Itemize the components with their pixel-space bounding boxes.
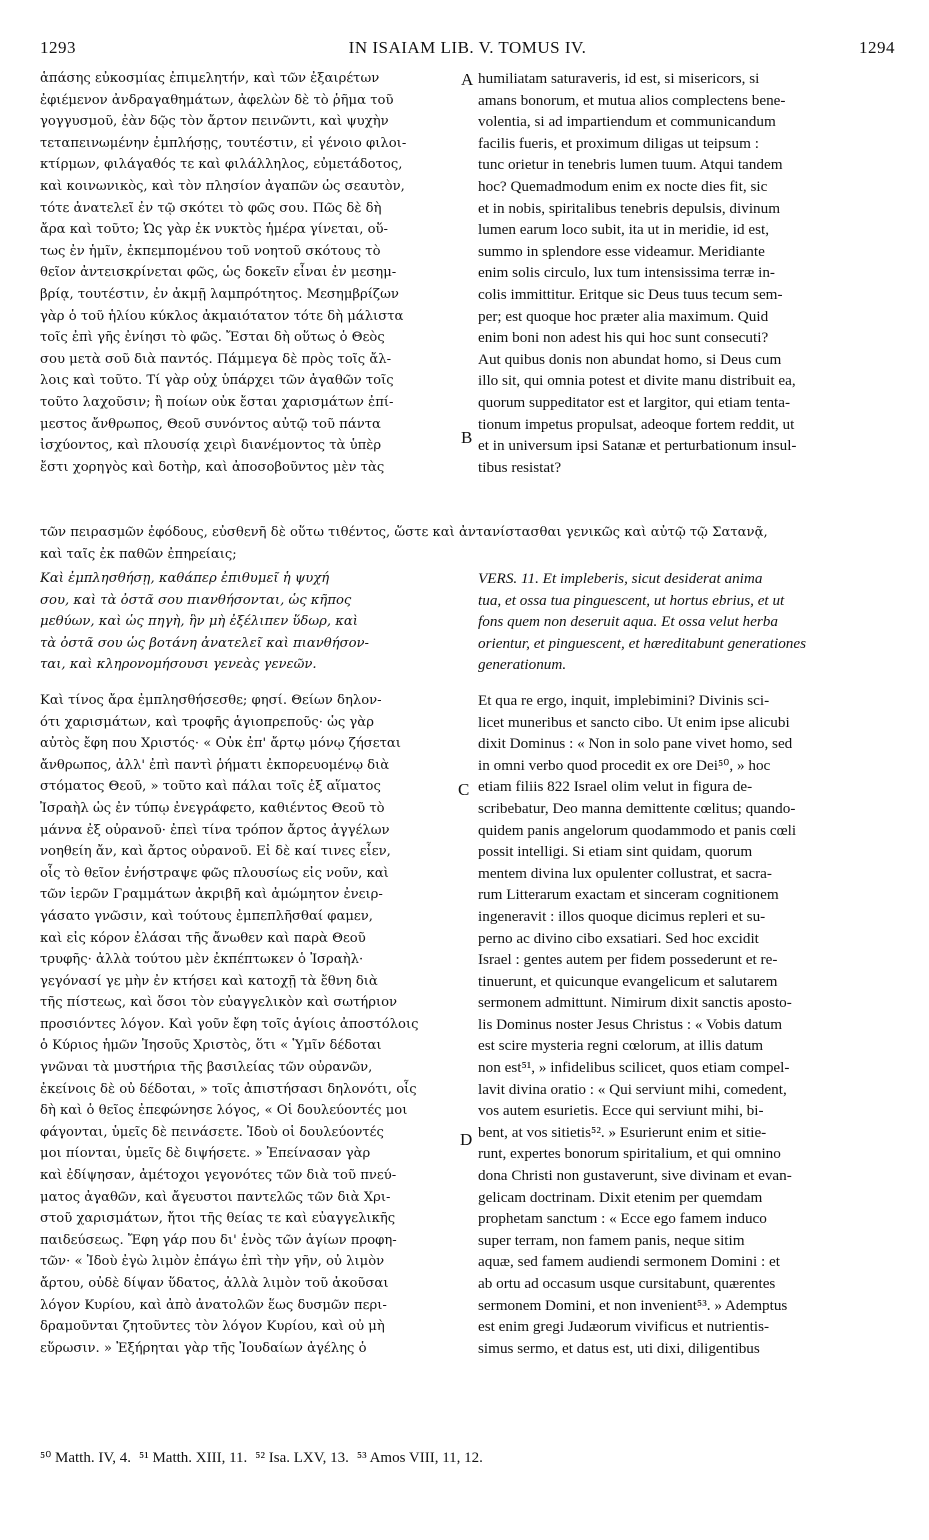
greek-text-line: στόματος Θεοῦ, » τοῦτο καὶ πάλαι τοῖς ἐξ αἵματος bbox=[40, 779, 381, 795]
greek-text-line: ἄνθρωπος, ἀλλ' ἐπὶ παντὶ ῥήματι ἐκπορευομένῳ διὰ bbox=[40, 757, 390, 773]
greek-text-line: ματος ἀγαθῶν, καὶ ἄγευστοι παντελῶς τῶν διὰ Χρι- bbox=[40, 1189, 391, 1205]
latin-text-line: super terram, non famem panis, neque sitim bbox=[478, 1231, 745, 1249]
footnote: ⁵¹ Matth. XIII, 11. bbox=[138, 1450, 248, 1466]
greek-column-bottom bbox=[40, 568, 458, 1359]
greek-text-line: γάσατο γνῶσιν, καὶ τούτους ἐμπεπλῆσθαί φαμεν, bbox=[40, 908, 373, 924]
greek-verse-line: Καὶ ἐμπλησθήσῃ, καθάπερ ἐπιθυμεῖ ἡ ψυχή bbox=[40, 571, 330, 586]
latin-text-line: tunc orietur in tenebris lumen tuum. Atqui tandem bbox=[478, 156, 783, 174]
latin-text-line: aquæ, sed famem audiendi sermonem Domini : et bbox=[478, 1253, 780, 1271]
latin-text-line: gelicam doctrinam. Dixit etenim per quemdam bbox=[478, 1188, 763, 1206]
footnote: ⁵² Isa. LXV, 13. bbox=[255, 1450, 349, 1466]
latin-text-line: volentia, si ad impartiendum et communicandum bbox=[478, 113, 776, 131]
greek-text-line: καὶ ταῖς ἐκ παθῶν ἐπηρείαις; bbox=[40, 546, 237, 562]
latin-text-line: est scire mysteria regni cœlorum, at illis datum bbox=[478, 1037, 764, 1055]
latin-text-line: enim solis circulo, lux tum intensissima terræ in- bbox=[478, 264, 775, 282]
latin-text-line: enim boni non adest his qui hoc sunt consecuti? bbox=[478, 329, 769, 347]
greek-text-line: καὶ ἐδίψησαν, ἀμέτοχοι γεγονότες τῶν διὰ τοῦ πνεύ- bbox=[40, 1168, 397, 1184]
greek-verse-line: ται, καὶ κληρονομήσουσι γενεὰς γενεῶν. bbox=[40, 657, 317, 673]
greek-text-line: τως ἐν ἡμῖν, ἐκπεμπομένου τοῦ νοητοῦ σκότους τὸ bbox=[40, 243, 381, 259]
latin-text-line: et in universum ipsi Satanæ et perturbationum insul- bbox=[478, 437, 797, 455]
greek-text-line: αὐτὸς ἔφη που Χριστός· « Οὐκ ἐπ' ἄρτῳ μόνῳ ζήσεται bbox=[40, 736, 401, 752]
greek-verse bbox=[40, 568, 458, 676]
footnotes bbox=[40, 1448, 896, 1467]
greek-verse-line: μεθύων, καὶ ὡς πηγὴ, ἣν μὴ ἐξέλιπεν ὕδωρ, καὶ bbox=[40, 614, 358, 630]
greek-verse-line: τὰ ὀστᾶ σου ὡς βοτάνη ἀνατελεῖ καὶ πιανθήσον- bbox=[40, 635, 370, 651]
greek-text-line: καὶ κοινωνικὸς, καὶ τὸν πλησίον ἀγαπῶν ὡς σεαυτὸν, bbox=[40, 178, 405, 194]
latin-text-line: et in nobis, spiritalibus tenebris depulsis, divinum bbox=[478, 199, 781, 217]
greek-text-line: λόγον Κυρίου, καὶ ἀπὸ ἀνατολῶν ἕως δυσμῶν περι- bbox=[40, 1297, 387, 1313]
greek-text-line: μεστος ἄνθρωπος, Θεοῦ συνόντος αὐτῷ τοῦ πάντα bbox=[40, 416, 381, 432]
greek-text-line: ἔστι χορηγὸς καὶ δοτὴρ, καὶ ἀποσοβοῦντος μὲν τὰς bbox=[40, 459, 385, 475]
greek-text-line: τῶν· « Ἰδοὺ ἐγὼ λιμὸν ἐπάγω ἐπὶ τὴν γῆν, οὐ λιμὸν bbox=[40, 1254, 385, 1270]
running-title: IN ISAIAM LIB. V. TOMUS IV. bbox=[348, 38, 587, 57]
section-marker-c: C bbox=[458, 780, 470, 799]
greek-column-top bbox=[40, 68, 458, 478]
greek-text-line: τρυφῆς· ἀλλὰ τούτου μὲν ἐκπέπτωκεν ὁ Ἰσραὴλ· bbox=[40, 952, 364, 968]
latin-text-line: hoc? Quemadmodum enim ex nocte dies fit, sic bbox=[478, 177, 768, 195]
greek-text-line: γογγυσμοῦ, ἐὰν δῷς τὸν ἄρτον πεινῶντι, καὶ ψυχὴν bbox=[40, 114, 389, 130]
latin-text-line: est enim gregi Judæorum vivificus et nutrientis- bbox=[478, 1318, 770, 1336]
latin-verse-line: generationum. bbox=[478, 656, 567, 674]
latin-text-line: tibus resistat? bbox=[478, 458, 562, 476]
greek-text-line: δραμοῦνται ζητοῦντες τὸν λόγον Κυρίου, καὶ οὐ μὴ bbox=[40, 1319, 385, 1335]
latin-text-line: Et qua re ergo, inquit, implebimini? Divinis sci- bbox=[478, 691, 770, 709]
latin-text-line: dixit Dominus : « Non in solo pane vivet homo, sed bbox=[478, 735, 793, 753]
latin-verse-line: VERS. 11. Et impleberis, sicut desiderat anima bbox=[478, 570, 763, 587]
latin-text-line: humiliatam saturaveris, id est, si misericors, si bbox=[478, 70, 760, 87]
greek-text-line: δὴ καὶ ὁ θεῖος ἐπεφώνησε λόγος, « Οἱ δουλεύοντές μοι bbox=[40, 1103, 408, 1119]
greek-text-line: τῶν πειρασμῶν ἐφόδους, εὐσθενῆ δὲ οὕτω τιθέντος, ὥστε καὶ ἀντανίστασθαι γενικῶς καὶ αὐτῷ τῷ Σατανᾷ, bbox=[40, 525, 768, 540]
latin-text-line: vos autem esurietis. Ecce qui serviunt mihi, bi- bbox=[478, 1102, 764, 1120]
greek-text-line: ἁπάσης εὐκοσμίας ἐπιμελητήν, καὶ τῶν ἐξαιρέτων bbox=[40, 71, 380, 86]
latin-text-line: simus sermo, et datus est, uti dixi, diligentibus bbox=[478, 1339, 760, 1357]
greek-text-line: ἐκείνοις δὲ οὐ δέδοται, » τοῖς ἀπιστήσασι δηλονότι, οἷς bbox=[40, 1081, 417, 1097]
greek-text-line: κτίρμων, φιλάγαθός τε καὶ φιλάλληλος, εὐμετάδοτος, bbox=[40, 157, 403, 173]
latin-text-line: lis Dominus noster Jesus Christus : « Vobis datum bbox=[478, 1015, 783, 1033]
greek-text-line: λοις καὶ τοῦτο. Τί γὰρ οὐχ ὑπάρχει τῶν ἀγαθῶν τοῖς bbox=[40, 373, 394, 389]
latin-text-line: lavit divina oratio : « Qui serviunt mihi, comedent, bbox=[478, 1080, 787, 1098]
latin-text-line: facilis fueris, et proximum diligas ut teipsum : bbox=[478, 134, 759, 152]
latin-text-line: Aut quibus donis non abundat homo, si Deus cum bbox=[478, 350, 782, 368]
section-marker-b: B bbox=[461, 428, 473, 447]
latin-text-line: scribebatur, Deo manna demittente cœlitus; quando- bbox=[478, 799, 796, 817]
latin-text-line: perno ac divino cibo exsatiari. Sed hoc excidit bbox=[478, 929, 759, 947]
latin-text-line: possit intelligi. Si etiam sint quidam, quorum bbox=[478, 843, 753, 861]
latin-text-line: ingeneravit : illos quoque dicimus repleri et su- bbox=[478, 907, 766, 925]
latin-text-line: tinuerunt, et quicunque evangelicum et salutarem bbox=[478, 972, 778, 990]
latin-text-line: sermonem Domini, et non invenient⁵³. » Ademptus bbox=[478, 1296, 788, 1314]
latin-text-line: ab ortu ad occasum usque cursitabunt, quærentes bbox=[478, 1275, 776, 1292]
greek-text-line: μάννα ἐξ οὐρανοῦ· ἐπεὶ τίνα τρόπον ἄρτος ἀγγέλων bbox=[40, 822, 390, 838]
greek-text-line: γὰρ ὁ τοῦ ἡλίου κύκλος ἀκμαιότατον τότε δὴ μάλιστα bbox=[40, 308, 404, 324]
greek-text-line: γεγόνασί γε μὴν ἐν κτήσει καὶ κατοχῇ τὰ ἔθνη διὰ bbox=[40, 973, 378, 989]
latin-text-line: colis immittitur. Eritque sic Deus tuus tecum sem- bbox=[478, 285, 783, 303]
latin-verse bbox=[478, 568, 894, 676]
footnote: ⁵³ Amos VIII, 11, 12. bbox=[356, 1450, 483, 1466]
greek-text-line: σου μετὰ σοῦ διὰ παντός. Πάμμεγα δὲ πρὸς τοῖς ἄλ- bbox=[40, 351, 392, 367]
greek-text-line: στοῦ χαρισμάτων, ἤτοι τῆς θείας τε καὶ εὐαγγελικῆς bbox=[40, 1211, 396, 1227]
latin-text-line: prophetam sanctum : « Ecce ego famem induco bbox=[478, 1210, 767, 1228]
latin-text-line: etiam filiis 822 Israel olim velut in figura de- bbox=[478, 778, 753, 796]
latin-text-line: quidem panis angelorum quodammodo et panis cœli bbox=[478, 821, 797, 839]
left-page-number: 1293 bbox=[40, 38, 76, 57]
latin-text-line: mentem divina lux opulenter collustrat, et sacra- bbox=[478, 864, 772, 882]
latin-text-line: rum Litterarum exactam et sinceram cognitionem bbox=[478, 886, 779, 904]
greek-text-line: ότι χαρισμάτων, καὶ τροφῆς ἁγιοπρεποῦς· ὡς γὰρ bbox=[40, 714, 374, 730]
greek-full-width bbox=[40, 522, 896, 565]
latin-text-line: sermonem admittunt. Nimirum dixit sanctis aposto- bbox=[478, 994, 792, 1012]
greek-verse-line: σου, καὶ τὰ ὀστᾶ σου πιανθήσονται, ὡς κῆπος bbox=[40, 592, 352, 608]
greek-text-line: οἷς τὸ θεῖον ἐνήστραψε φῶς πλουσίως εἰς νοῦν, καὶ bbox=[40, 865, 389, 881]
greek-text-line: ἄρα καὶ τοῦτο; Ὡς γὰρ ἐκ νυκτὸς ἡμέρα γίνεται, οὕ- bbox=[40, 222, 388, 238]
greek-text-line: καὶ εἰς κόρον ἐλάσαι τῆς ἄνωθεν καὶ παρὰ Θεοῦ bbox=[40, 930, 366, 946]
greek-text-line: εὕρωσιν. » Ἐξήρηται γὰρ τῆς Ἰουδαίων ἀγέλης ὁ bbox=[40, 1340, 367, 1356]
latin-text-line: per; est quoque hoc præter alia maximum. Quid bbox=[478, 307, 769, 325]
greek-text-line: γνῶναι τὰ μυστήρια τῆς βασιλείας τῶν οὐρανῶν, bbox=[40, 1060, 373, 1076]
latin-text-line: tionum impetus propulsat, adeoque fortem reddit, ut bbox=[478, 415, 795, 433]
latin-text-line: lumen earum loco subit, ita ut in meridie, id est, bbox=[478, 221, 770, 239]
greek-text-line: τότε ἀνατελεῖ ἐν τῷ σκότει τὸ φῶς σου. Πῶς δὲ δὴ bbox=[40, 200, 382, 216]
greek-text-line: μοι πίονται, ὑμεῖς δὲ διψήσετε. » Ἐπείνασαν γὰρ bbox=[40, 1146, 371, 1162]
greek-text-line: τοῖς ἐπὶ γῆς ἐνίησι τὸ φῶς. Ἔσται δὴ οὕτως ὁ Θεὸς bbox=[40, 330, 385, 346]
latin-verse-line: fons quem non deseruit aqua. Et ossa velut herba bbox=[478, 613, 778, 631]
latin-column-bottom bbox=[478, 568, 894, 1359]
greek-text-line: ἰσχύοντος, καὶ πλουσίᾳ χειρὶ διανέμοντος τὰ ὑπὲρ bbox=[40, 438, 382, 454]
latin-text-line: bent, at vos sitietis⁵². » Esurierunt enim et sitie- bbox=[478, 1123, 767, 1141]
greek-text-line: νοηθείη ἄν, καὶ ἄρτος οὐρανοῦ. Εἰ δὲ καί τινες εἶεν, bbox=[40, 844, 391, 860]
latin-text-line: dona Christi non gustaverunt, sive divinam et evan- bbox=[478, 1167, 792, 1185]
latin-commentary bbox=[478, 690, 894, 1359]
latin-column-top bbox=[478, 68, 894, 478]
latin-text-line: illo sit, qui omnia potest et divite manu distribuit ea, bbox=[478, 372, 796, 390]
greek-text-line: ἐφιέμενον ἀνδραγαθημάτων, ἀφελὼν δὲ τὸ ῥῆμα τοῦ bbox=[40, 92, 394, 108]
greek-text-line: παιδεύσεως. Ἔφη γάρ που δι' ἑνὸς τῶν ἁγίων προφη- bbox=[40, 1232, 397, 1248]
greek-text-line: φάγονται, ὑμεῖς δὲ πεινάσετε. Ἰδοὺ οἱ δουλεύοντές bbox=[40, 1124, 384, 1140]
latin-verse-line: tua, et ossa tua pinguescent, ut hortus ebrius, et ut bbox=[478, 591, 785, 609]
greek-text-line: προσιόντες λόγον. Καὶ γοῦν ἔφη τοῖς ἁγίοις ἀποστόλοις bbox=[40, 1016, 419, 1032]
latin-text-line: summo in splendore esse videamur. Meridiante bbox=[478, 242, 765, 260]
latin-verse-line: orientur, et pinguescent, et hæreditabunt generationes bbox=[478, 634, 807, 652]
right-page-number: 1294 bbox=[859, 38, 895, 57]
section-marker-a: A bbox=[461, 70, 474, 89]
latin-text-line: in omni verbo quod procedit ex ore Dei⁵⁰, » hoc bbox=[478, 756, 771, 774]
greek-text-line: Ἰσραὴλ ὡς ἐν τύπῳ ἐνεγράφετο, καθιέντος Θεοῦ τὸ bbox=[40, 800, 385, 816]
latin-text-line: runt, expertes bonorum spiritalium, et qui omnino bbox=[478, 1145, 781, 1163]
greek-text-line: τεταπεινωμένην ἐμπλήσῃς, τουτέστιν, εἰ γένοιο φιλοι- bbox=[40, 135, 407, 151]
page-header bbox=[40, 38, 895, 64]
footnote: ⁵⁰ Matth. IV, 4. bbox=[40, 1450, 131, 1466]
latin-text-line: quorum suppeditator est et largitor, qui etiam tenta- bbox=[478, 393, 791, 411]
greek-text-line: ὁ Κύριος ἡμῶν Ἰησοῦς Χριστὸς, ὅτι « Ὑμῖν δέδοται bbox=[40, 1038, 382, 1054]
latin-text-line: amans bonorum, et mutua alios complectens bene- bbox=[478, 91, 786, 109]
latin-text-line: non est⁵¹, » infidelibus scilicet, quos etiam compel- bbox=[478, 1059, 790, 1077]
greek-text-line: ἄρτου, οὐδὲ δίψαν ὕδατος, ἀλλὰ λιμὸν τοῦ ἀκοῦσαι bbox=[40, 1276, 389, 1291]
greek-text-line: βρίᾳ, τουτέστιν, ἐν ἀκμῇ λαμπρότητος. Μεσημβρίζων bbox=[40, 286, 399, 302]
greek-commentary bbox=[40, 690, 458, 1359]
greek-text-line: τῆς πίστεως, καὶ ὅσοι τὸν εὐαγγελικὸν καὶ σωτήριον bbox=[40, 995, 398, 1011]
section-marker-d: D bbox=[460, 1130, 473, 1149]
latin-text-line: Israel : gentes autem per fidem possederunt et re- bbox=[478, 951, 778, 969]
latin-text-line: licet muneribus et sancto cibo. Ut enim ipse alicubi bbox=[478, 713, 790, 731]
greek-text-line: τοῦτο λαχοῦσιν; ἢ ποίων οὐκ ἔσται χαρισμάτων ἐπί- bbox=[40, 394, 394, 410]
greek-text-line: θεῖον ἀντεισκρίνεται φῶς, ὡς δοκεῖν εἶναι ἐν μεσημ- bbox=[40, 265, 397, 281]
greek-text-line: τῶν ἱερῶν Γραμμάτων ἀκριβῆ καὶ ἀμώμητον ἐνειρ- bbox=[40, 887, 383, 903]
greek-text-line: Καὶ τίνος ἄρα ἐμπλησθήσεσθε; φησί. Θείων δηλον- bbox=[40, 692, 382, 708]
